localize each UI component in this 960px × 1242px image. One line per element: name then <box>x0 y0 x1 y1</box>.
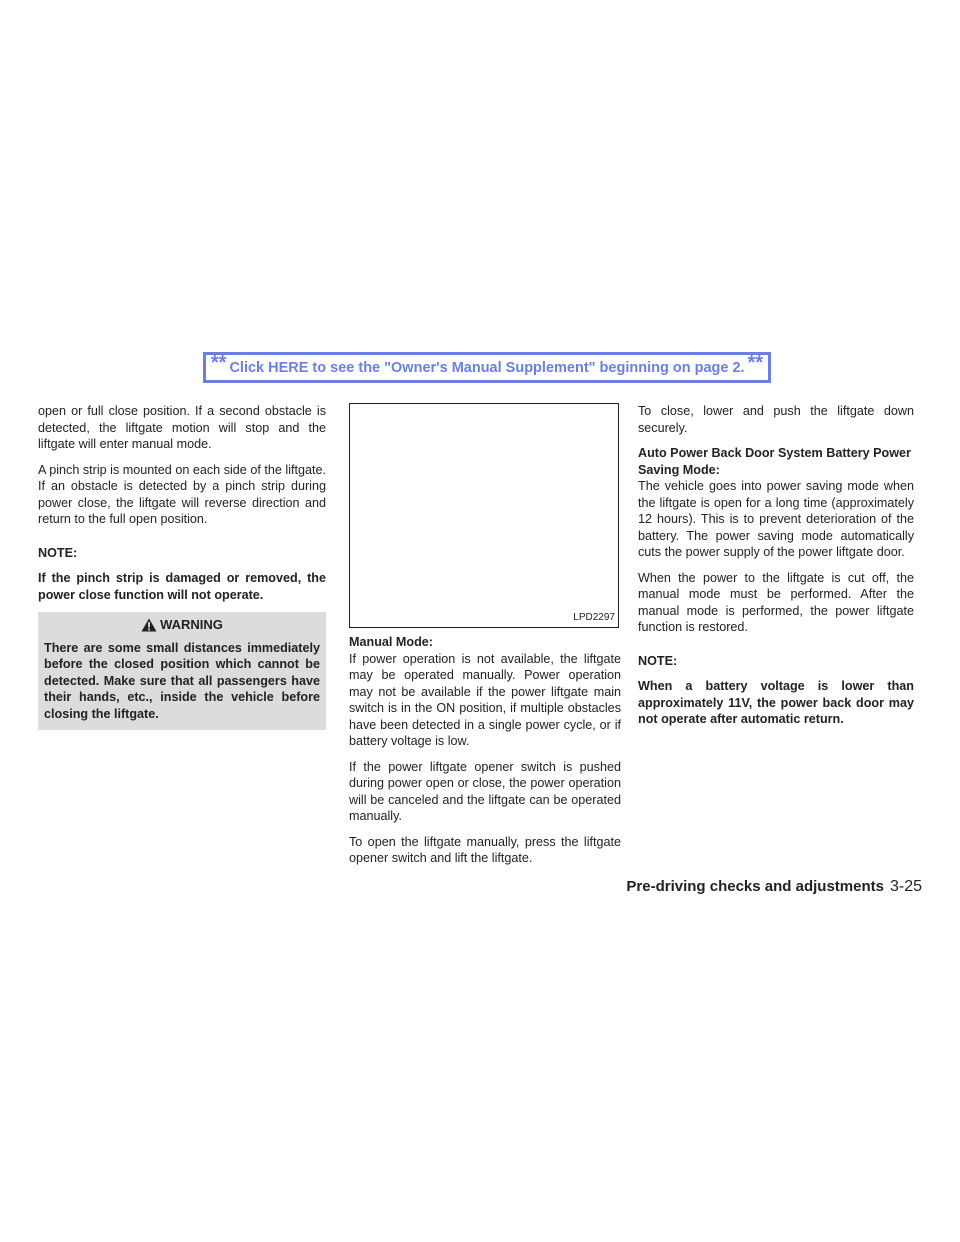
paragraph: To open the liftgate manually, press the liftgate opener switch and lift the liftgate. <box>349 834 621 865</box>
banner-stars-left: ** <box>210 352 227 374</box>
banner-text: Click HERE to see the "Owner's Manual Supplement" beginning on page 2. <box>229 359 745 376</box>
footer-section-title: Pre-driving checks and adjustments <box>626 878 884 895</box>
column-left <box>38 403 326 730</box>
warning-box <box>38 612 326 730</box>
paragraph: If the power liftgate opener switch is pushed during power open or close, the power operation will be canceled and the liftgate can be operated manually. <box>349 759 621 823</box>
note-text: When a battery voltage is lower than approximately 11V, the power back door may not operate after automatic return. <box>638 679 914 726</box>
paragraph: When the power to the liftgate is cut off, the manual mode must be performed. After the manual mode is performed, the power liftgate function is restored. <box>638 570 914 634</box>
warning-text: There are some small distances immediately before the closed position which cannot be detected. Make sure that all passengers have their hands, etc., inside the vehicle before closing the liftgate. <box>44 640 320 721</box>
column-right <box>638 403 914 737</box>
paragraph: The vehicle goes into power saving mode when the liftgate is open for a long time (approximately 12 hours). This is to prevent deterioration of the battery. The power saving mode automatically cuts the power supply of the power liftgate door. <box>638 479 914 559</box>
paragraph: If power operation is not available, the liftgate may be operated manually. Power operation may not be available if the power liftgate main switch is in the ON position, if multiple obstacles have been detected in a single power cycle, or if battery voltage is low. <box>349 651 621 748</box>
warning-header <box>44 617 320 634</box>
paragraph: A pinch strip is mounted on each side of the liftgate. If an obstacle is detected by a pinch strip during power close, the liftgate will reverse direction and return to the full open position. <box>38 462 326 526</box>
note-label: NOTE: <box>38 545 78 560</box>
warning-title: WARNING <box>160 617 223 632</box>
column-middle <box>349 403 621 876</box>
paragraph: To close, lower and push the liftgate down securely. <box>638 404 914 435</box>
note-text: If the pinch strip is damaged or removed, the power close function will not operate. <box>38 571 326 602</box>
section-heading: Auto Power Back Door System Battery Power Saving Mode: <box>638 446 911 477</box>
note-label: NOTE: <box>638 653 678 668</box>
page-number: 3-25 <box>889 878 922 895</box>
supplement-link-banner[interactable] <box>203 352 771 383</box>
warning-triangle-icon <box>141 618 157 632</box>
figure-placeholder <box>349 403 619 628</box>
section-heading: Manual Mode: <box>349 635 433 649</box>
page-footer <box>626 878 922 896</box>
paragraph: open or full close position. If a second obstacle is detected, the liftgate motion will stop and the liftgate will enter manual mode. <box>38 404 326 451</box>
banner-stars-right: ** <box>747 352 764 374</box>
figure-id: LPD2297 <box>573 611 615 623</box>
